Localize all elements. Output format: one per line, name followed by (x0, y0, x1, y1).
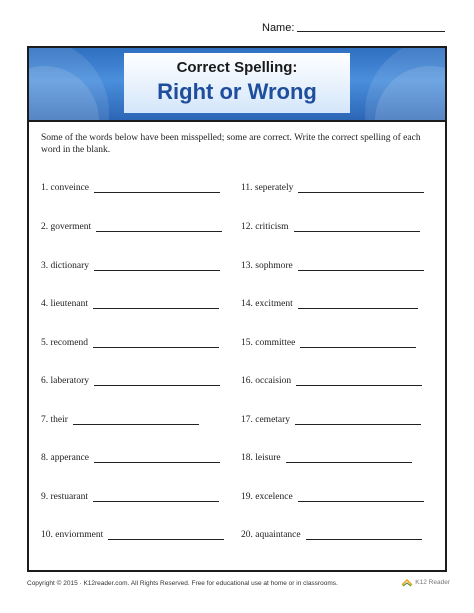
answer-blank[interactable] (94, 375, 220, 386)
title-box (124, 53, 350, 113)
answer-blank[interactable] (93, 337, 219, 348)
k12reader-logo (401, 577, 450, 587)
word-label: 3. dictionary (41, 261, 90, 271)
book-icon (401, 577, 413, 587)
spelling-item (41, 337, 219, 348)
name-label: Name: (262, 22, 295, 34)
copyright-footer: Copyright © 2015 · K12reader.com. All Rights Reserved. Free for educational use at home or in classrooms. (27, 580, 338, 587)
answer-blank[interactable] (94, 452, 220, 463)
answer-blank[interactable] (94, 182, 220, 193)
spelling-item (41, 182, 220, 193)
spelling-item (41, 529, 224, 540)
answer-blank[interactable] (94, 260, 220, 271)
word-label: 11. seperately (241, 183, 294, 193)
spelling-item (41, 414, 199, 425)
answer-blank[interactable] (296, 375, 422, 386)
answer-blank[interactable] (298, 260, 424, 271)
answer-blank[interactable] (295, 414, 421, 425)
instructions: Some of the words below have been misspelled; some are correct. Write the correct spelling of each word in the blank. (41, 133, 421, 155)
worksheet-title: Correct Spelling: (176, 59, 298, 76)
spelling-item (241, 182, 424, 193)
answer-blank[interactable] (286, 452, 412, 463)
word-label: 6. laberatory (41, 376, 90, 386)
spelling-item (241, 529, 422, 540)
name-field (262, 22, 445, 34)
word-label: 13. sophmore (241, 261, 293, 271)
word-label: 2. goverment (41, 222, 92, 232)
answer-blank[interactable] (294, 221, 420, 232)
answer-blank[interactable] (108, 529, 224, 540)
name-blank[interactable] (297, 31, 445, 32)
word-label: 5. recomend (41, 338, 88, 348)
spelling-item (241, 375, 422, 386)
spelling-item (241, 298, 418, 309)
spelling-item (241, 337, 416, 348)
word-label: 1. conveince (41, 183, 90, 193)
spelling-item (41, 298, 219, 309)
answer-blank[interactable] (298, 298, 418, 309)
answer-blank[interactable] (298, 491, 424, 502)
spelling-item (41, 375, 220, 386)
word-label: 7. their (41, 415, 68, 425)
answer-blank[interactable] (300, 337, 416, 348)
word-label: 10. enviornment (41, 530, 104, 540)
answer-blank[interactable] (93, 298, 219, 309)
logo-text: K12 Reader (415, 578, 450, 586)
word-label: 16. occaision (241, 376, 292, 386)
banner (29, 48, 445, 122)
answer-blank[interactable] (93, 491, 219, 502)
spelling-item (41, 260, 220, 271)
answer-blank[interactable] (298, 182, 424, 193)
word-label: 4. lieutenant (41, 299, 88, 309)
spelling-item (41, 221, 222, 232)
word-label: 12. criticism (241, 222, 289, 232)
spelling-item (41, 452, 220, 463)
word-label: 8. apperance (41, 453, 89, 463)
spelling-item (241, 452, 412, 463)
word-label: 14. excitment (241, 299, 293, 309)
spelling-item (241, 491, 424, 502)
word-label: 18. leisure (241, 453, 281, 463)
answer-blank[interactable] (73, 414, 199, 425)
word-label: 9. restuarant (41, 492, 88, 502)
answer-blank[interactable] (96, 221, 222, 232)
worksheet-subtitle: Right or Wrong (157, 79, 317, 104)
spelling-item (41, 491, 219, 502)
spelling-item (241, 414, 421, 425)
word-label: 17. cemetary (241, 415, 291, 425)
worksheet (27, 46, 447, 572)
spelling-item (241, 260, 424, 271)
word-label: 15. committee (241, 338, 296, 348)
word-label: 19. excelence (241, 492, 293, 502)
spelling-item (241, 221, 420, 232)
answer-blank[interactable] (306, 529, 422, 540)
word-label: 20. aquaintance (241, 530, 301, 540)
